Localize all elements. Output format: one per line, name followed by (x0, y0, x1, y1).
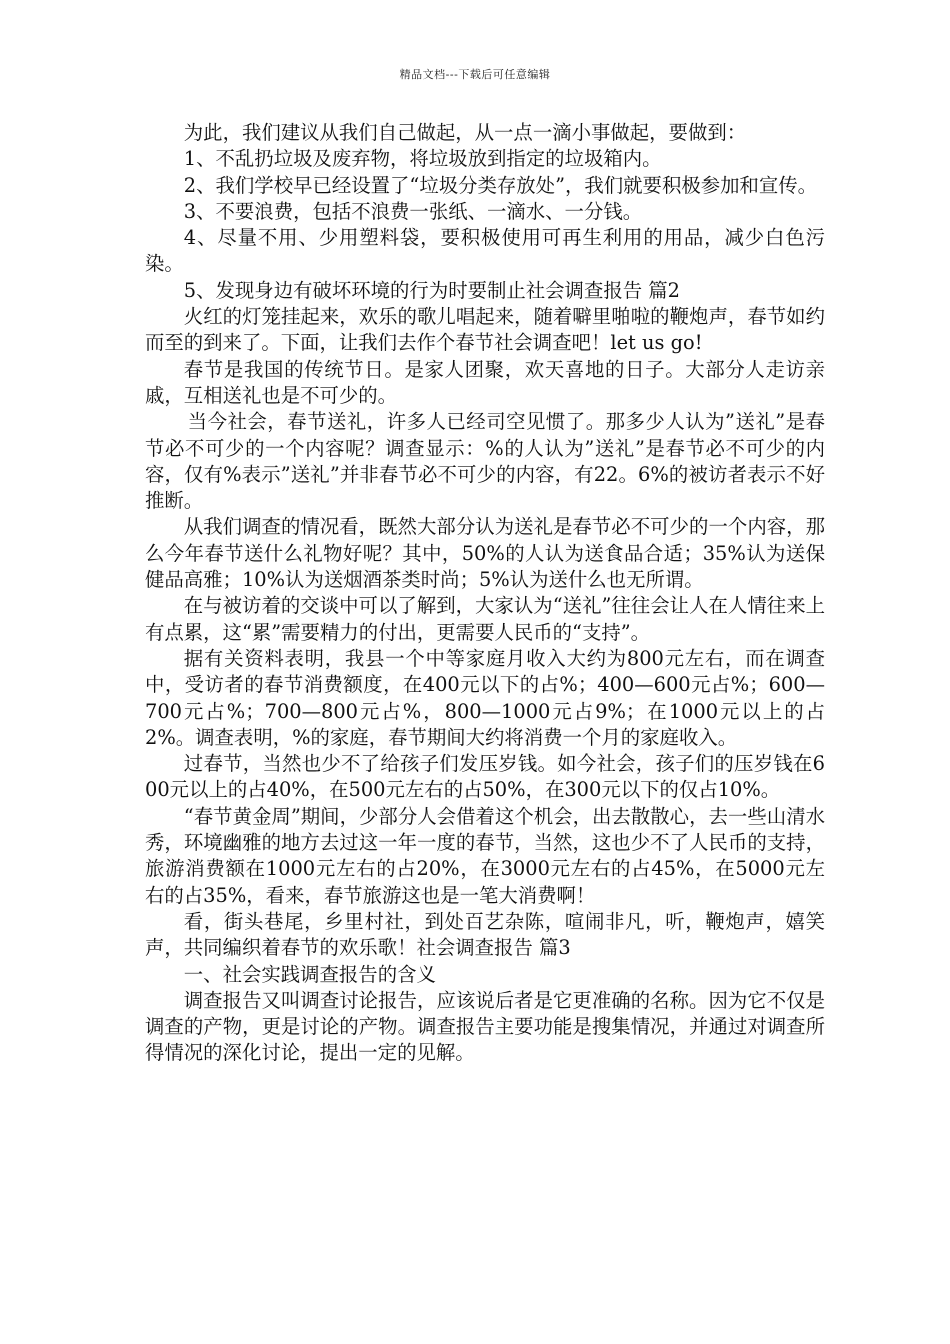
page-header: 精品文档---下载后可任意编辑 (399, 68, 551, 81)
paragraph-definition: 调查报告又叫调查讨论报告，应该说后者是它更准确的名称。因为它不仅是调查的产物，更是讨论的产物。调查报告主要功能是搜集情况，并通过对调查所得情况的深化讨论，提出一定的见解。 (145, 988, 825, 1065)
document-body (145, 120, 825, 1067)
paragraph-item-5: 5、发现身边有破坏环境的行为时要制止社会调查报告 篇2 (183, 278, 681, 302)
paragraph-interviews: 在与被访着的交谈中可以了解到，大家认为“送礼”往往会让人在人情往来上有点累，这“累”需要精力的付出，更需要人民币的“支持”。 (145, 594, 825, 644)
paragraph-intro: 为此，我们建议从我们自己做起，从一点一滴小事做起，要做到： (183, 121, 747, 144)
paragraph-item-4: 4、尽量不用、少用塑料袋，要积极使用可再生利用的用品，减少白色污染。 (145, 226, 825, 276)
section-heading: 一、社会实践调查报告的含义 (183, 962, 436, 986)
paragraph-golden-week: “春节黄金周”期间，少部分人会借着这个机会，出去散散心，去一些山清水秀，环境幽雅的地方去过这一年一度的春节，当然，这也少不了人民币的支持，旅游消费额在1000元左右的占20%，在3000元左右的占45%，在5000元左右的占35%，看来，春节旅游这也是一笔大消费啊！ (145, 804, 825, 907)
paragraph-spending: 据有关资料表明，我县一个中等家庭月收入大约为800元左右，而在调查中，受访者的春节消费额度，在400元以下的占%；400—600元占%；600—700元占%；700—800元占%，800—1000元占9%；在1000元以上的占2%。调查表明，%的家庭，春节期间大约将消费一个月的家庭收入。 (145, 646, 825, 749)
paragraph-spring-festival-intro: 火红的灯笼挂起来，欢乐的歌儿唱起来，随着噼里啪啦的鞭炮声，春节如约而至的到来了。下面，让我们去作个春节社会调查吧！let us go! (145, 305, 825, 355)
paragraph-lucky-money: 过春节，当然也少不了给孩子们发压岁钱。如今社会，孩子们的压岁钱在600元以上的占40%，在500元左右的占50%，在300元以下的仅占10%。 (145, 752, 825, 802)
paragraph-tradition: 春节是我国的传统节日。是家人团聚，欢天喜地的日子。大部分人走访亲戚，互相送礼也是不可少的。 (145, 357, 825, 407)
paragraph-gift-types: 从我们调查的情况看，既然大部分认为送礼是春节必不可少的一个内容，那么今年春节送什么礼物好呢？其中，50%的人认为送食品合适；35%认为送保健品高雅；10%认为送烟酒茶类时尚；5%认为送什么也无所谓。 (145, 515, 825, 592)
paragraph-item-1: 1、不乱扔垃圾及废弃物，将垃圾放到指定的垃圾箱内。 (183, 147, 662, 171)
paragraph-celebration: 看，街头巷尾，乡里村社，到处百艺杂陈，喧闹非凡，听，鞭炮声，嬉笑声，共同编织着春节的欢乐歌！社会调查报告 篇3 (145, 909, 825, 960)
paragraph-gift-survey: 当今社会，春节送礼，许多人已经司空见惯了。那多少人认为”送礼”是春节必不可少的一个内容呢？调查显示：%的人认为”送礼”是春节必不可少的内容，仅有%表示”送礼”并非春节必不可少的内容，有22。6%的被访者表示不好推断。 (145, 410, 825, 513)
paragraph-item-2: 2、我们学校早已经设置了“垃圾分类存放处”，我们就要积极参加和宣传。 (183, 173, 818, 197)
paragraph-item-3: 3、不要浪费，包括不浪费一张纸、一滴水、一分钱。 (183, 199, 643, 223)
